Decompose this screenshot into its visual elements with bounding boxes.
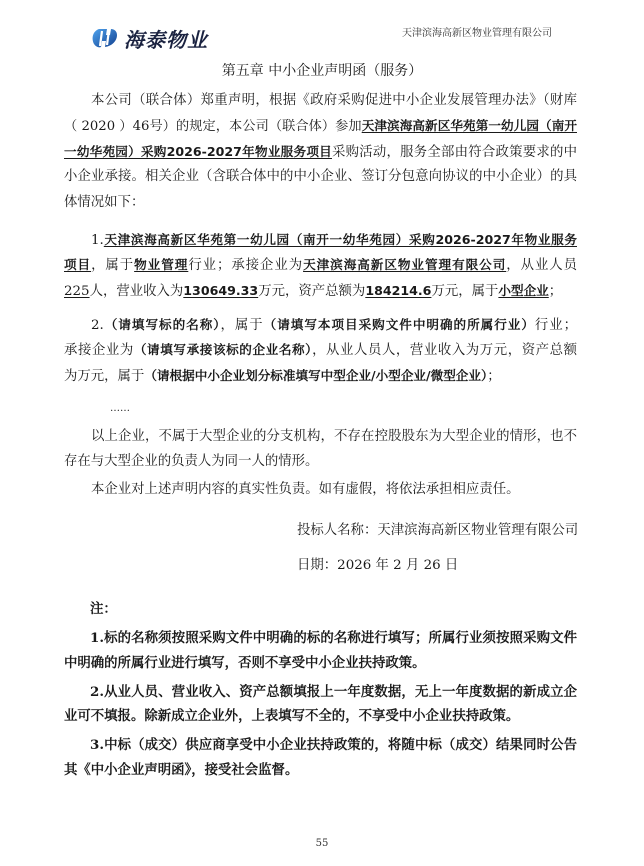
note-line: 其《中小企业声明函》，接受社会监督。 — [64, 763, 299, 778]
item1-staff: 225 — [64, 284, 90, 299]
note-text: 从业人员、营业收入、资产总额填报上一年度数据，无上一年度数据的新成立企 — [103, 685, 577, 700]
item2-blank-size: （请根据中小企业划分标准填写中型企业/小型企业/微型企业） — [144, 368, 488, 383]
intro-line — [64, 194, 577, 212]
intro-line — [64, 168, 577, 186]
project-name: 一幼华苑园）采购2026-2027年物业服务项目 — [64, 144, 332, 159]
intro-text: 体情况如下： — [64, 195, 145, 210]
note-number: 3. — [90, 737, 104, 753]
intro-text: 本公司（联合体）郑重声明，根据《政府采购促进中小企业发展管理办法》（财库 — [91, 93, 577, 108]
note-line: 中明确的所属行业进行填写，否则不享受中小企业扶持政策。 — [64, 656, 426, 671]
item2-text: 为万元，属于 — [64, 369, 145, 384]
item2-text: ，从业人员人，营业收入为万元，资产总额 — [312, 343, 578, 358]
note-line — [64, 734, 577, 753]
intro-text: 小企业承接。相关企业（含联合体中的中小企业、签订分包意向协议的中小企业）的具 — [64, 169, 577, 184]
bidder-name: 投标人名称：天津滨海高新区物业管理有限公司 — [297, 523, 579, 538]
header-company-name: 天津滨海高新区物业管理有限公司 — [402, 28, 552, 39]
company-logo — [90, 24, 208, 52]
statement-line: 本企业对上述声明内容的真实性负责。如有虚假，将依法承担相应责任。 — [91, 482, 520, 497]
note-line — [64, 627, 577, 646]
item2-text: ； — [487, 369, 501, 384]
page-number: 55 — [315, 838, 329, 849]
item1-assets: 184214.6 — [365, 283, 432, 298]
item2-text: ，属于 — [220, 318, 264, 333]
item1-project: 项目 — [64, 257, 92, 272]
item1-text: 万元，资产总额为 — [258, 284, 366, 299]
item1-text: 行业；承接企业为 — [188, 258, 304, 273]
item2-line — [64, 341, 577, 360]
item2-blank-company: （请填写承接该标的企业名称） — [133, 342, 313, 357]
item1-size: 小型企业 — [498, 283, 549, 298]
item1-line — [64, 231, 577, 250]
item1-company: 天津滨海高新区物业管理有限公司 — [303, 257, 507, 272]
item1-text: 万元，属于 — [431, 284, 499, 299]
item2-blank-name: （请填写标的名称） — [103, 317, 221, 332]
note-number: 1. — [90, 630, 104, 646]
note-line: 业可不填报。除新成立企业外，上表填写不全的，不享受中小企业扶持政策。 — [64, 709, 520, 724]
intro-line — [64, 117, 577, 136]
intro-line — [64, 92, 577, 110]
note-line — [64, 681, 577, 700]
logo-emblem-icon — [90, 26, 122, 50]
project-name: 天津滨海高新区华苑第一幼儿园（南开 — [361, 118, 577, 133]
notes-heading: 注： — [90, 602, 117, 617]
page-title: 第五章 中小企业声明函（服务） — [221, 63, 423, 79]
ellipsis: …… — [110, 403, 130, 414]
item2-line — [64, 316, 577, 335]
item2-line — [64, 367, 577, 386]
item1-revenue: 130649.33 — [183, 283, 259, 298]
note-text: 标的名称须按照采购文件中明确的标的名称进行填写；所属行业须按照采购文件 — [103, 631, 577, 646]
item2-text: 承接企业为 — [64, 343, 134, 358]
statement-line: 以上企业，不属于大型企业的分支机构，不存在控股股东为大型企业的情形，也不 — [91, 429, 577, 444]
item1-text: 人，营业收入为 — [89, 284, 184, 299]
note-text: 中标（成交）供应商享受中小企业扶持政策的，将随中标（成交）结果同时公告 — [103, 738, 577, 753]
item1-industry: 物业管理 — [134, 257, 189, 272]
statement-line: 存在与大型企业的负责人为同一人的情形。 — [64, 454, 319, 469]
item1-project: 天津滨海高新区华苑第一幼儿园（南开一幼华苑园）采购2026-2027年物业服务 — [103, 232, 577, 247]
item-number: 1. — [91, 233, 104, 248]
intro-text: 采购活动，服务全部由符合政策要求的中 — [331, 145, 577, 160]
note-number: 2. — [90, 684, 104, 700]
logo-text: 海泰物业 — [124, 27, 208, 52]
item1-line — [64, 282, 577, 301]
item1-text: ，从业人员 — [506, 258, 578, 273]
item-number: 2. — [91, 318, 104, 333]
item1-text: ； — [548, 284, 563, 299]
signature-date: 日期：2026 年 2 月 26 日 — [297, 558, 459, 573]
item1-line — [64, 256, 577, 275]
item1-text: ，属于 — [91, 258, 135, 273]
intro-text: （ 2020 ）46号）的规定，本公司（联合体）参加 — [64, 119, 362, 134]
item2-text: 行业； — [534, 318, 578, 333]
item2-blank-industry: （请填写本项目采购文件中明确的所属行业） — [263, 317, 535, 332]
intro-line — [64, 143, 577, 162]
